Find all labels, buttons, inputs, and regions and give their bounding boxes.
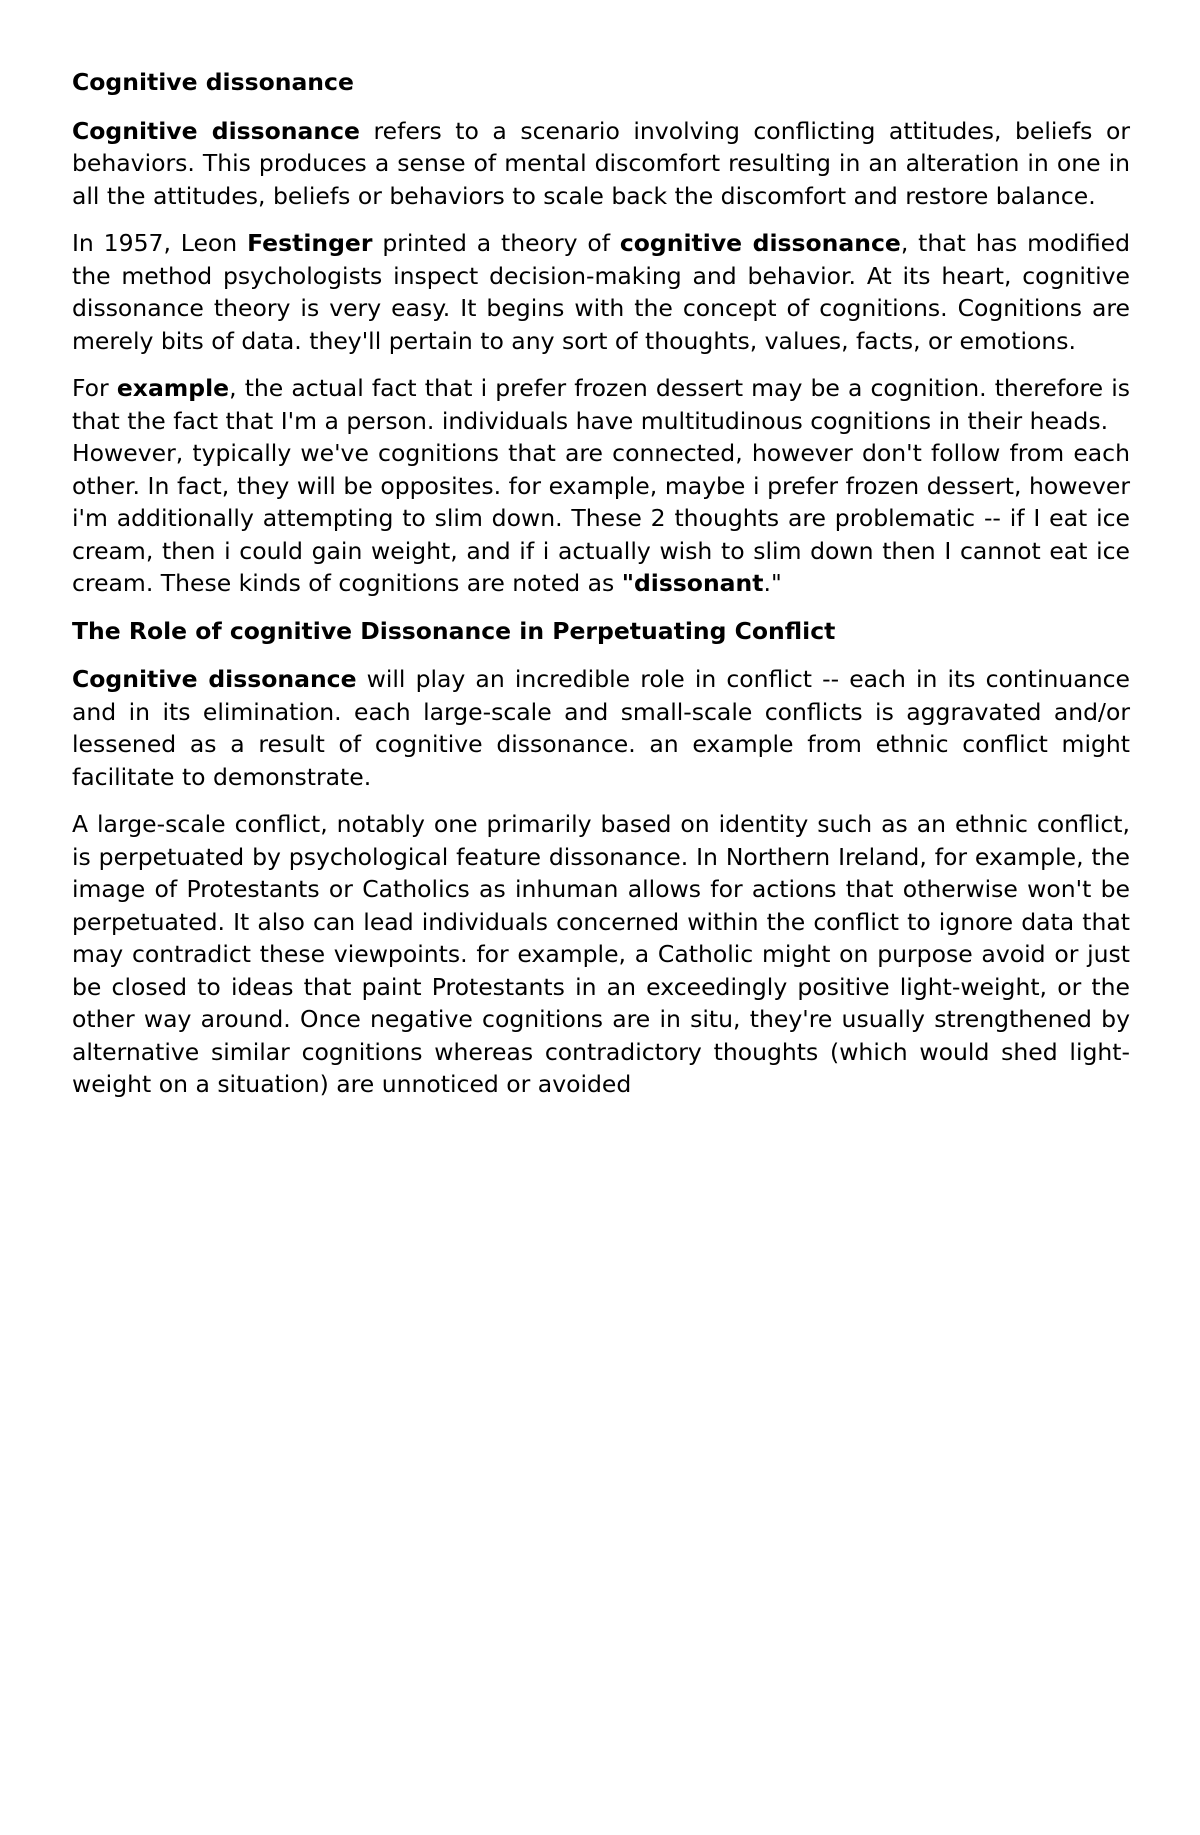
document-title: Cognitive dissonance [72, 68, 354, 96]
paragraph-example [72, 372, 1130, 600]
paragraph-text: For [72, 374, 117, 402]
paragraph-text: In 1957, Leon [72, 229, 248, 257]
paragraph-festinger [72, 227, 1130, 357]
paragraph-text: , that has modified the method psychologists inspect decision-making and behavior. At its heart, cognitive dissonance theory is very easy. It begins with the concept of cognitions. Cognitions are merely bits of data. they'll pertain to any sort of thoughts, values, facts, or emotions. [72, 229, 1130, 355]
paragraph-text: , the actual fact that i prefer frozen dessert may be a cognition. therefore is that the fact that I'm a person. individuals have multitudinous cognitions in their heads. [72, 374, 1130, 435]
paragraph-conflict-role [72, 663, 1130, 793]
paragraph-text: will play an incredible role in conflict -- each in its continuance and in its elimination. each large-scale and small-scale conflicts is aggravated and/or lessened as a result of cognitive dissonance. an example from ethnic conflict might facilitate to demonstrate. [72, 665, 1130, 791]
term-dissonant: "dissonant [621, 569, 764, 597]
paragraph-text: ." [763, 569, 782, 597]
paragraph-text: refers to a scenario involving conflicting attitudes, beliefs or behaviors. This produces a sense of mental discomfort resulting in an alteration in one in all the attitudes, beliefs or behaviors to scale back the discomfort and restore balance. [72, 116, 1130, 210]
paragraph-large-scale-conflict: A large-scale conflict, notably one primarily based on identity such as an ethnic conflict, is perpetuated by psychological feature dissonance. In Northern Ireland, for example, the image of Protestants or Catholics as inhuman allows for actions that otherwise won't be perpetuated. It also can lead individuals concerned within the conflict to ignore data that may contradict these viewpoints. for example, a Catholic might on purpose avoid or just be closed to ideas that paint Protestants in an exceedingly positive light-weight, or the other way around. Once negative cognitions are in situ, they're usually strengthened by alternative similar cognitions whereas contradictory thoughts (which would shed light-weight on a situation) are unnoticed or avoided [72, 810, 1130, 1098]
term-cognitive-dissonance: Cognitive dissonance [72, 665, 357, 693]
section-heading: The Role of cognitive Dissonance in Perpetuating Conflict [72, 616, 836, 645]
paragraph-text: printed a theory of [372, 229, 620, 257]
term-festinger: Festinger [247, 229, 373, 257]
term-example: example [116, 374, 230, 402]
term-cognitive-dissonance: cognitive dissonance [619, 229, 901, 257]
paragraph-text: However, typically we've cognitions that are connected, however don't follow from each other. In fact, they will be opposites. for example, maybe i prefer frozen dessert, however i'm additionally attempting to slim down. These 2 thoughts are problematic -- if I eat ice cream, then i could gain weight, and if i actually wish to slim down then I cannot eat ice cream. These kinds of cognitions are noted as [72, 439, 1130, 597]
term-cognitive-dissonance: Cognitive dissonance [72, 116, 360, 145]
paragraph-definition [72, 115, 1130, 213]
document-page [72, 66, 1130, 1116]
